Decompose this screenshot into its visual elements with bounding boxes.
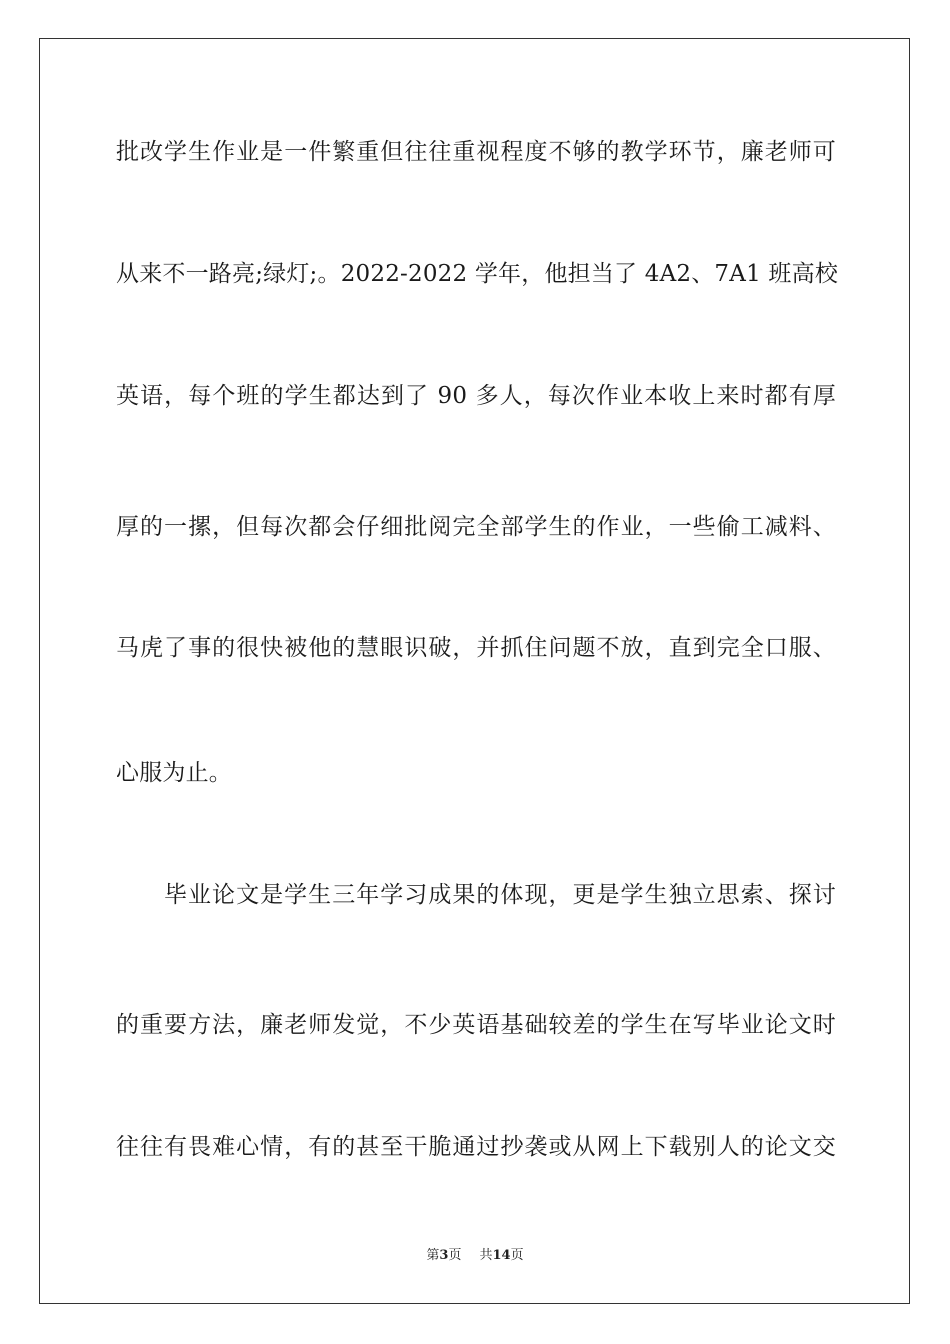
text-line-indented: 毕业论文是学生三年学习成果的体现，更是学生独立思索、探讨	[164, 882, 836, 908]
page-footer	[0, 1247, 950, 1265]
page-prefix: 第	[426, 1248, 440, 1263]
total-pages: 14	[492, 1248, 511, 1263]
text-line: 的重要方法，廉老师发觉，不少英语基础较差的学生在写毕业论文时	[116, 1012, 836, 1038]
text-line: 马虎了事的很快被他的慧眼识破，并抓住问题不放，直到完全口服、	[116, 635, 836, 661]
total-prefix: 共	[479, 1248, 493, 1263]
text-line: 批改学生作业是一件繁重但往往重视程度不够的教学环节，廉老师可	[116, 139, 836, 165]
text-line: 从来不一路亮;绿灯;。2022-2022 学年，他担当了 4A2、7A1 班高校	[116, 261, 839, 287]
page-number: 3	[439, 1248, 449, 1263]
text-line: 心服为止。	[116, 760, 232, 786]
text-line: 英语，每个班的学生都达到了 90 多人，每次作业本收上来时都有厚	[116, 383, 836, 409]
total-suffix: 页	[510, 1248, 524, 1263]
page-frame	[39, 38, 910, 1304]
text-line: 厚的一摞，但每次都会仔细批阅完全部学生的作业，一些偷工减料、	[116, 514, 836, 540]
text-line: 往往有畏难心情，有的甚至干脆通过抄袭或从网上下载别人的论文交	[116, 1134, 836, 1160]
page-suffix: 页	[448, 1248, 462, 1263]
